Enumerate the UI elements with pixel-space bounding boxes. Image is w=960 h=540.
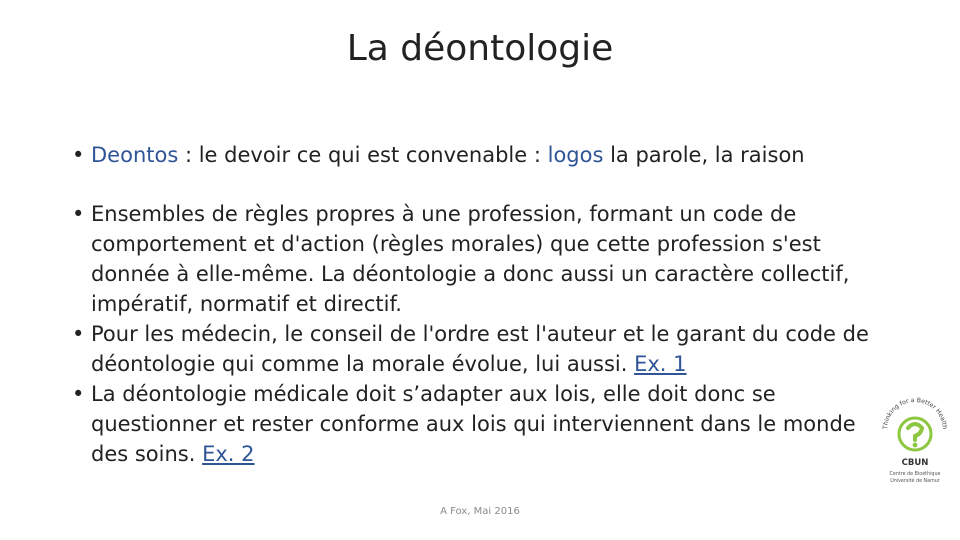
bullet-text: : le devoir ce qui est convenable : bbox=[178, 143, 548, 167]
cbun-logo bbox=[875, 390, 955, 490]
bullet-text: la parole, la raison bbox=[603, 143, 805, 167]
term-logos: logos bbox=[547, 143, 604, 167]
bullet-text: La déontologie médicale doit s’adapter aux lois, elle doit donc se questionner et rester conforme aux lois qui interviennent dans le monde des soins. bbox=[91, 382, 856, 466]
bullet-definition bbox=[72, 199, 872, 319]
logo-name: CBUN bbox=[901, 458, 929, 468]
term-deontos: Deontos bbox=[91, 143, 179, 167]
bullet-deontos bbox=[72, 140, 872, 170]
logo-line-1: Centre de Bioéthique bbox=[889, 472, 941, 477]
slide-footer: A Fox, Mai 2016 bbox=[440, 506, 520, 517]
example-1-link[interactable]: Ex. 1 bbox=[634, 352, 687, 376]
bullet-list bbox=[72, 140, 872, 469]
bullet-lois bbox=[72, 379, 872, 469]
bullet-conseil-ordre bbox=[72, 319, 872, 379]
logo-dot-icon bbox=[913, 443, 918, 448]
logo-arc-text: Thinking for a Better Health bbox=[881, 396, 949, 430]
slide-title: La déontologie bbox=[346, 28, 614, 69]
example-2-link[interactable]: Ex. 2 bbox=[202, 442, 255, 466]
logo-question-mark-icon bbox=[908, 424, 922, 440]
bullet-text: Ensembles de règles propres à une profession, formant un code de comportement et d'action (règles morales) que cette profession s'est donnée à elle-même. La déontologie a donc aussi un caractère collectif, impératif, normatif et directif. bbox=[91, 202, 850, 316]
logo-line-2: Université de Namur bbox=[890, 479, 940, 484]
bullet-text: Pour les médecin, le conseil de l'ordre est l'auteur et le garant du code de déontologie qui comme la morale évolue, lui aussi. bbox=[91, 322, 869, 376]
